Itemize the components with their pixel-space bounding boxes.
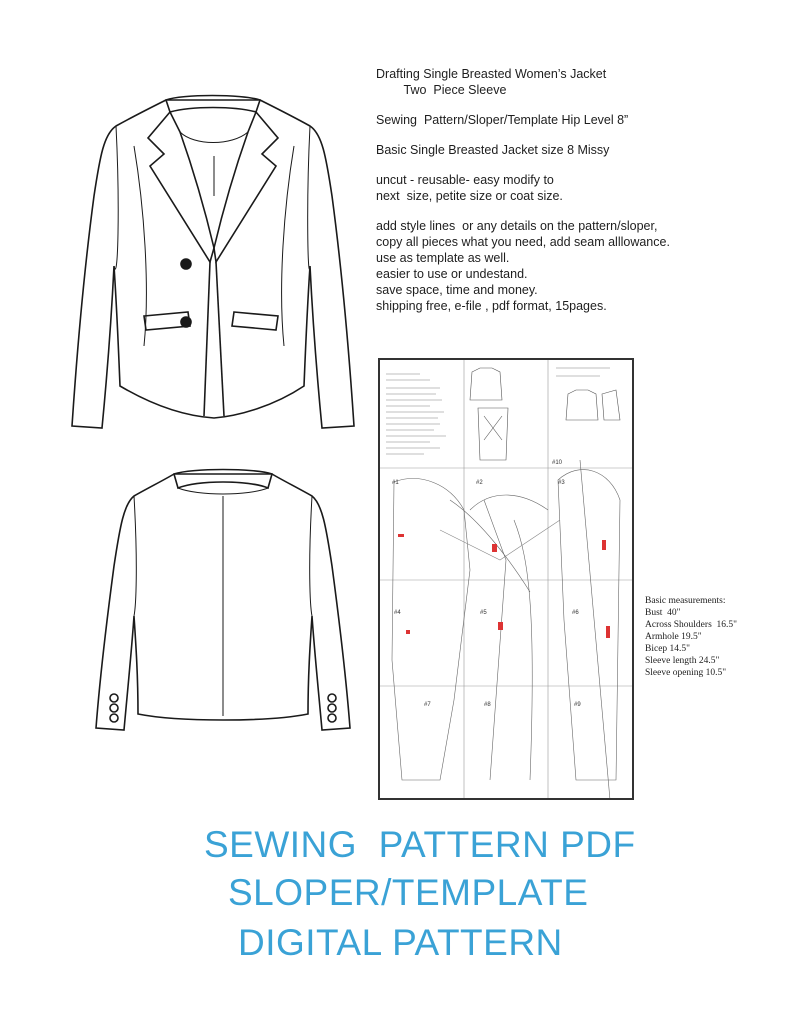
- feature-line: save space, time and money.: [376, 283, 538, 297]
- piece-label: #8: [484, 702, 491, 708]
- measurement-item: Bust 40": [645, 608, 681, 618]
- piece-label: #10: [552, 460, 563, 466]
- measurement-item: Bicep 14.5": [645, 644, 691, 654]
- piece-label: #1: [392, 480, 399, 486]
- description-uncut-2: next size, petite size or coat size.: [376, 189, 563, 203]
- measurement-item: Across Shoulders 16.5": [645, 620, 738, 630]
- description-title-2: Two Piece Sleeve: [376, 83, 507, 97]
- piece-label: #7: [424, 702, 431, 708]
- jacket-back-illustration: [88, 466, 358, 738]
- feature-line: add style lines or any details on the pattern/sloper,: [376, 219, 658, 233]
- description-title-1: Drafting Single Breasted Women’s Jacket: [376, 67, 607, 81]
- piece-label: #3: [558, 480, 565, 486]
- headline-line-2: SLOPER/TEMPLATE: [228, 872, 589, 913]
- headline-line-3: DIGITAL PATTERN: [238, 922, 563, 963]
- feature-line: copy all pieces what you need, add seam alllowance.: [376, 235, 670, 249]
- piece-label: #9: [574, 702, 581, 708]
- measurement-item: Sleeve length 24.5": [645, 656, 720, 666]
- measurement-item: Armhole 19.5": [645, 632, 702, 642]
- feature-line: use as template as well.: [376, 251, 510, 265]
- piece-label: #4: [394, 610, 401, 616]
- description-uncut-1: uncut - reusable- easy modify to: [376, 173, 554, 187]
- description-basic-line: Basic Single Breasted Jacket size 8 Missy: [376, 143, 610, 157]
- measurement-item: Sleeve opening 10.5": [645, 668, 727, 678]
- jacket-front-illustration: [64, 86, 364, 436]
- measurements-heading: Basic measurements:: [645, 596, 726, 606]
- feature-line: easier to use or undestand.: [376, 267, 528, 281]
- piece-label: #5: [480, 610, 487, 616]
- description-sewing-line: Sewing Pattern/Sloper/Template Hip Level 8”: [376, 113, 629, 127]
- pattern-sheet-preview: [378, 358, 634, 800]
- feature-line: shipping free, e-file , pdf format, 15pages.: [376, 299, 607, 313]
- product-description: [376, 66, 776, 314]
- pattern-sheet-drawing: [380, 360, 632, 798]
- basic-measurements: [645, 595, 737, 679]
- headline-line-1: SEWING PATTERN PDF: [204, 824, 636, 865]
- piece-label: #6: [572, 610, 579, 616]
- piece-label: #2: [476, 480, 483, 486]
